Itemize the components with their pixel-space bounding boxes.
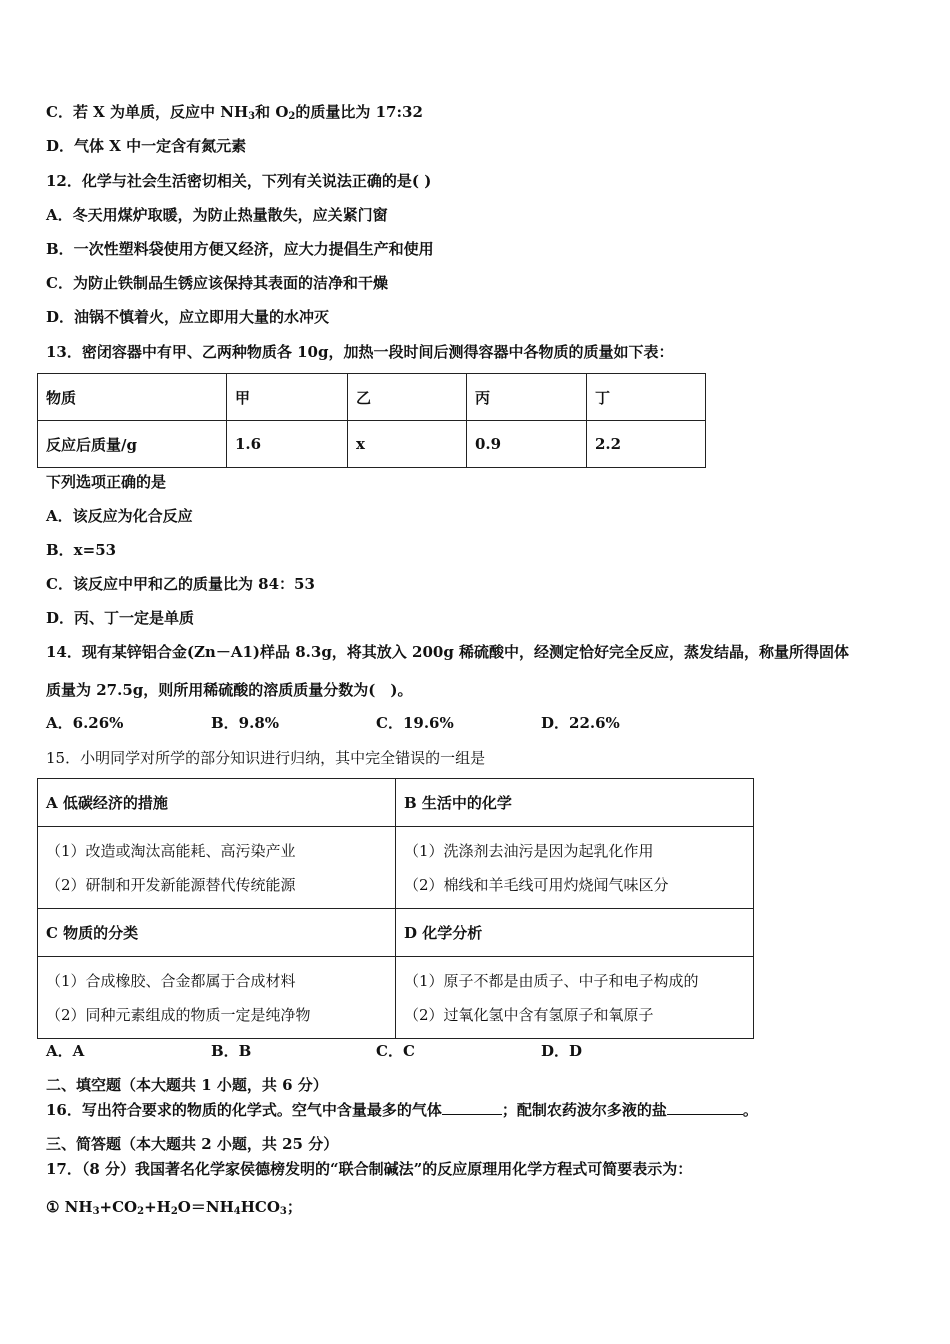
q14-stem-line1: 14．现有某锌铝合金(Zn－A1)样品 8.3g，将其放入 200g 稀硫酸中，经测定恰好完全反应，蒸发结晶，称量所得固体 bbox=[46, 643, 850, 661]
q15-option-d: D．D bbox=[541, 1042, 583, 1060]
q14-option-a: A．6.26% bbox=[46, 714, 124, 732]
table-cell: 物质 bbox=[38, 374, 227, 421]
q12-option-a: A．冬天用煤炉取暖，为防止热量散失，应关紧门窗 bbox=[46, 206, 388, 224]
table-cell: 2.2 bbox=[587, 421, 706, 468]
q15-c-item-2: （2）同种元素组成的物质一定是纯净物 bbox=[46, 1005, 311, 1024]
q16-question: 16．写出符合要求的物质的化学式。空气中含量最多的气体 ；配制农药波尔多液的盐 。 bbox=[46, 1101, 758, 1119]
q15-d-item-1: （1）原子不都是由质子、中子和电子构成的 bbox=[404, 971, 699, 990]
q14-option-b: B．9.8% bbox=[211, 714, 280, 732]
q11-option-d: D．气体 X 中一定含有氮元素 bbox=[46, 137, 247, 155]
table-cell: 乙 bbox=[348, 374, 467, 421]
table-cell: 0.9 bbox=[467, 421, 587, 468]
q13-table-data-row bbox=[38, 421, 706, 468]
q13-option-a: A．该反应为化合反应 bbox=[46, 507, 193, 525]
q15-stem: 15．小明同学对所学的部分知识进行归纳，其中完全错误的一组是 bbox=[46, 749, 486, 767]
q15-c-title: C 物质的分类 bbox=[38, 909, 396, 957]
section3-title: 三、简答题（本大题共 2 小题，共 25 分） bbox=[46, 1135, 339, 1153]
q13-prompt: 下列选项正确的是 bbox=[46, 473, 167, 491]
q15-option-b: B．B bbox=[211, 1042, 252, 1060]
q13-table bbox=[37, 373, 706, 468]
q13-stem: 13．密闭容器中有甲、乙两种物质各 10g，加热一段时间后测得容器中各物质的质量如下表： bbox=[46, 343, 674, 361]
q11-option-c: C．若 X 为单质，反应中 $NH_3$和 $O_2$的质量比为 17:32 bbox=[46, 103, 423, 122]
q12-option-d: D．油锅不慎着火，应立即用大量的水冲灭 bbox=[46, 308, 330, 326]
q15-b-item-2: （2）棉线和羊毛线可用灼烧闻气味区分 bbox=[404, 875, 669, 894]
section2-title: 二、填空题（本大题共 1 小题，共 6 分） bbox=[46, 1076, 328, 1094]
q13-option-c: C．该反应中甲和乙的质量比为 84：53 bbox=[46, 575, 315, 593]
q15-a-item-1: （1）改造或淘汰高能耗、高污染产业 bbox=[46, 841, 296, 860]
table-cell: 丁 bbox=[587, 374, 706, 421]
q15-b-item-1: （1）洗涤剂去油污是因为起乳化作用 bbox=[404, 841, 654, 860]
table-row bbox=[38, 827, 754, 909]
q12-option-c: C．为防止铁制品生锈应该保持其表面的洁净和干燥 bbox=[46, 274, 388, 292]
table-cell: 反应后质量/g bbox=[38, 421, 227, 468]
q14-option-d: D．22.6% bbox=[541, 714, 620, 732]
q15-b-items bbox=[396, 827, 754, 909]
q16-blank-1[interactable] bbox=[442, 1100, 502, 1115]
q15-table bbox=[37, 778, 754, 1039]
table-row bbox=[38, 957, 754, 1039]
q15-option-a: A．A bbox=[46, 1042, 85, 1060]
q17-equation-1: ① $NH_3+CO_2+H_2O=NH_4HCO_3$； bbox=[46, 1198, 302, 1217]
table-row bbox=[38, 909, 754, 957]
q15-d-item-2: （2）过氧化氢中含有氢原子和氧原子 bbox=[404, 1005, 654, 1024]
q15-d-items bbox=[396, 957, 754, 1039]
q14-stem-line2: 质量为 27.5g，则所用稀硫酸的溶质质量分数为( )。 bbox=[46, 681, 413, 699]
q15-b-title: B 生活中的化学 bbox=[396, 779, 754, 827]
table-cell: 甲 bbox=[227, 374, 348, 421]
q15-d-title: D 化学分析 bbox=[396, 909, 754, 957]
q14-option-c: C．19.6% bbox=[376, 714, 454, 732]
q13-option-b: B．x=53 bbox=[46, 541, 117, 559]
q12-stem: 12．化学与社会生活密切相关，下列有关说法正确的是( ) bbox=[46, 172, 432, 190]
q15-a-items bbox=[38, 827, 396, 909]
table-row bbox=[38, 779, 754, 827]
q12-option-b: B．一次性塑料袋使用方便又经济，应大力提倡生产和使用 bbox=[46, 240, 434, 258]
table-cell: 丙 bbox=[467, 374, 587, 421]
table-cell: 1.6 bbox=[227, 421, 348, 468]
q16-blank-2[interactable] bbox=[667, 1100, 743, 1115]
q15-c-item-1: （1）合成橡胶、合金都属于合成材料 bbox=[46, 971, 296, 990]
q15-c-items bbox=[38, 957, 396, 1039]
q13-table-header-row bbox=[38, 374, 706, 421]
q15-a-item-2: （2）研制和开发新能源替代传统能源 bbox=[46, 875, 296, 894]
q15-a-title: A 低碳经济的措施 bbox=[38, 779, 396, 827]
q17-stem: 17．（8 分）我国著名化学家侯德榜发明的“联合制碱法”的反应原理用化学方程式可简要表示为： bbox=[46, 1160, 693, 1178]
table-cell: x bbox=[348, 421, 467, 468]
q15-option-c: C．C bbox=[376, 1042, 415, 1060]
q13-option-d: D．丙、丁一定是单质 bbox=[46, 609, 195, 627]
